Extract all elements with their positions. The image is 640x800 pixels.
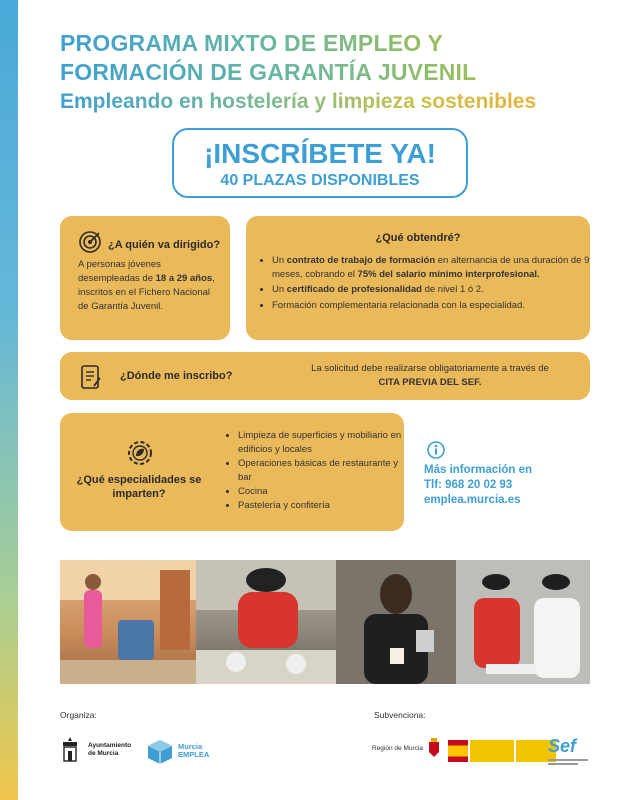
photo-barista	[336, 560, 456, 684]
region-text: Región de Murcia	[372, 744, 423, 752]
specialty-item: • Operaciones básicas de restaurante y bar	[238, 457, 408, 485]
emplea-text-1: Murcia	[178, 742, 203, 751]
specialty-item: • Limpieza de superficies y mobiliario en edificios y locales	[238, 429, 408, 457]
organizer-label: Organiza:	[60, 710, 97, 720]
benefit-item: • Un contrato de trabajo de formación en alternancia de una duración de 9 meses, cobrando el 75% del salario mínimo interprofesional.	[272, 254, 590, 281]
gobierno-espana-logo	[448, 740, 556, 762]
target-icon	[78, 230, 102, 259]
registration-heading: ¿Dónde me inscribo?	[120, 370, 233, 382]
sef-text: Sef	[548, 736, 577, 756]
audience-text: A personas jóvenes desempleadas de 18 a 29 años, inscritos en el Fichero Nacional de Garantía Juvenil.	[78, 259, 215, 312]
specialty-item: • Cocina	[238, 485, 408, 499]
benefit-item: • Formación complementaria relacionada con la especialidad.	[272, 299, 590, 313]
contact-phone[interactable]: Tlf: 968 20 02 93	[424, 479, 513, 491]
registration-text: La solicitud debe realizarse obligatoriamente a través de CITA PREVIA DEL SEF.	[311, 363, 549, 388]
photo-cleaning	[60, 560, 196, 684]
places-available: 40 PLAZAS DISPONIBLES	[220, 172, 420, 189]
ayuntamiento-text-2: de Murcia	[88, 750, 119, 757]
contact-info	[424, 463, 532, 508]
region-murcia-logo	[372, 738, 441, 758]
ministry-block	[470, 740, 514, 762]
specialty-item: • Pastelería y confitería	[238, 499, 408, 513]
photo-kitchen-team	[456, 560, 590, 684]
registration-card	[60, 352, 590, 400]
photo-cooking	[196, 560, 336, 684]
audience-card	[60, 216, 230, 340]
specialties-card	[60, 413, 404, 531]
benefits-heading: ¿Qué obtendré?	[375, 232, 461, 244]
region-crest-icon	[427, 738, 441, 758]
form-icon	[80, 364, 102, 395]
ayuntamiento-logo	[60, 735, 131, 765]
benefits-list	[260, 254, 590, 314]
gear-leaf-icon	[124, 437, 156, 474]
spain-flag-icon	[448, 740, 468, 762]
specialties-heading: ¿Qué especialidades se imparten?	[76, 474, 202, 500]
audience-heading-row	[78, 230, 220, 259]
contact-website[interactable]: emplea.murcia.es	[424, 494, 521, 506]
benefits-card	[246, 216, 590, 340]
city-crest-icon	[60, 735, 80, 765]
sef-logo	[548, 736, 588, 765]
signup-callout	[172, 128, 468, 198]
cube-icon	[146, 738, 174, 764]
info-icon	[426, 440, 446, 465]
emplea-text-2: EMPLEA	[178, 750, 210, 759]
sponsor-label: Subvenciona:	[374, 710, 426, 720]
contact-heading: Más información en	[424, 464, 532, 476]
title-line-1: PROGRAMA MIXTO DE EMPLEO Y	[60, 30, 444, 56]
benefit-item: • Un certificado de profesionalidad de nivel 1 ó 2.	[272, 283, 590, 297]
specialties-list	[226, 429, 408, 513]
audience-heading: ¿A quién va dirigido?	[108, 238, 221, 251]
ayuntamiento-text: Ayuntamiento	[88, 742, 132, 749]
sef-subtext-lines	[548, 759, 588, 765]
title-line-2: FORMACIÓN DE GARANTÍA JUVENIL	[60, 59, 477, 85]
signup-title: ¡INSCRÍBETE YA!	[204, 138, 436, 169]
subtitle: Empleando en hostelería y limpieza sostenibles	[60, 90, 537, 113]
side-gradient-stripe	[0, 0, 18, 800]
murcia-emplea-logo	[146, 738, 209, 764]
